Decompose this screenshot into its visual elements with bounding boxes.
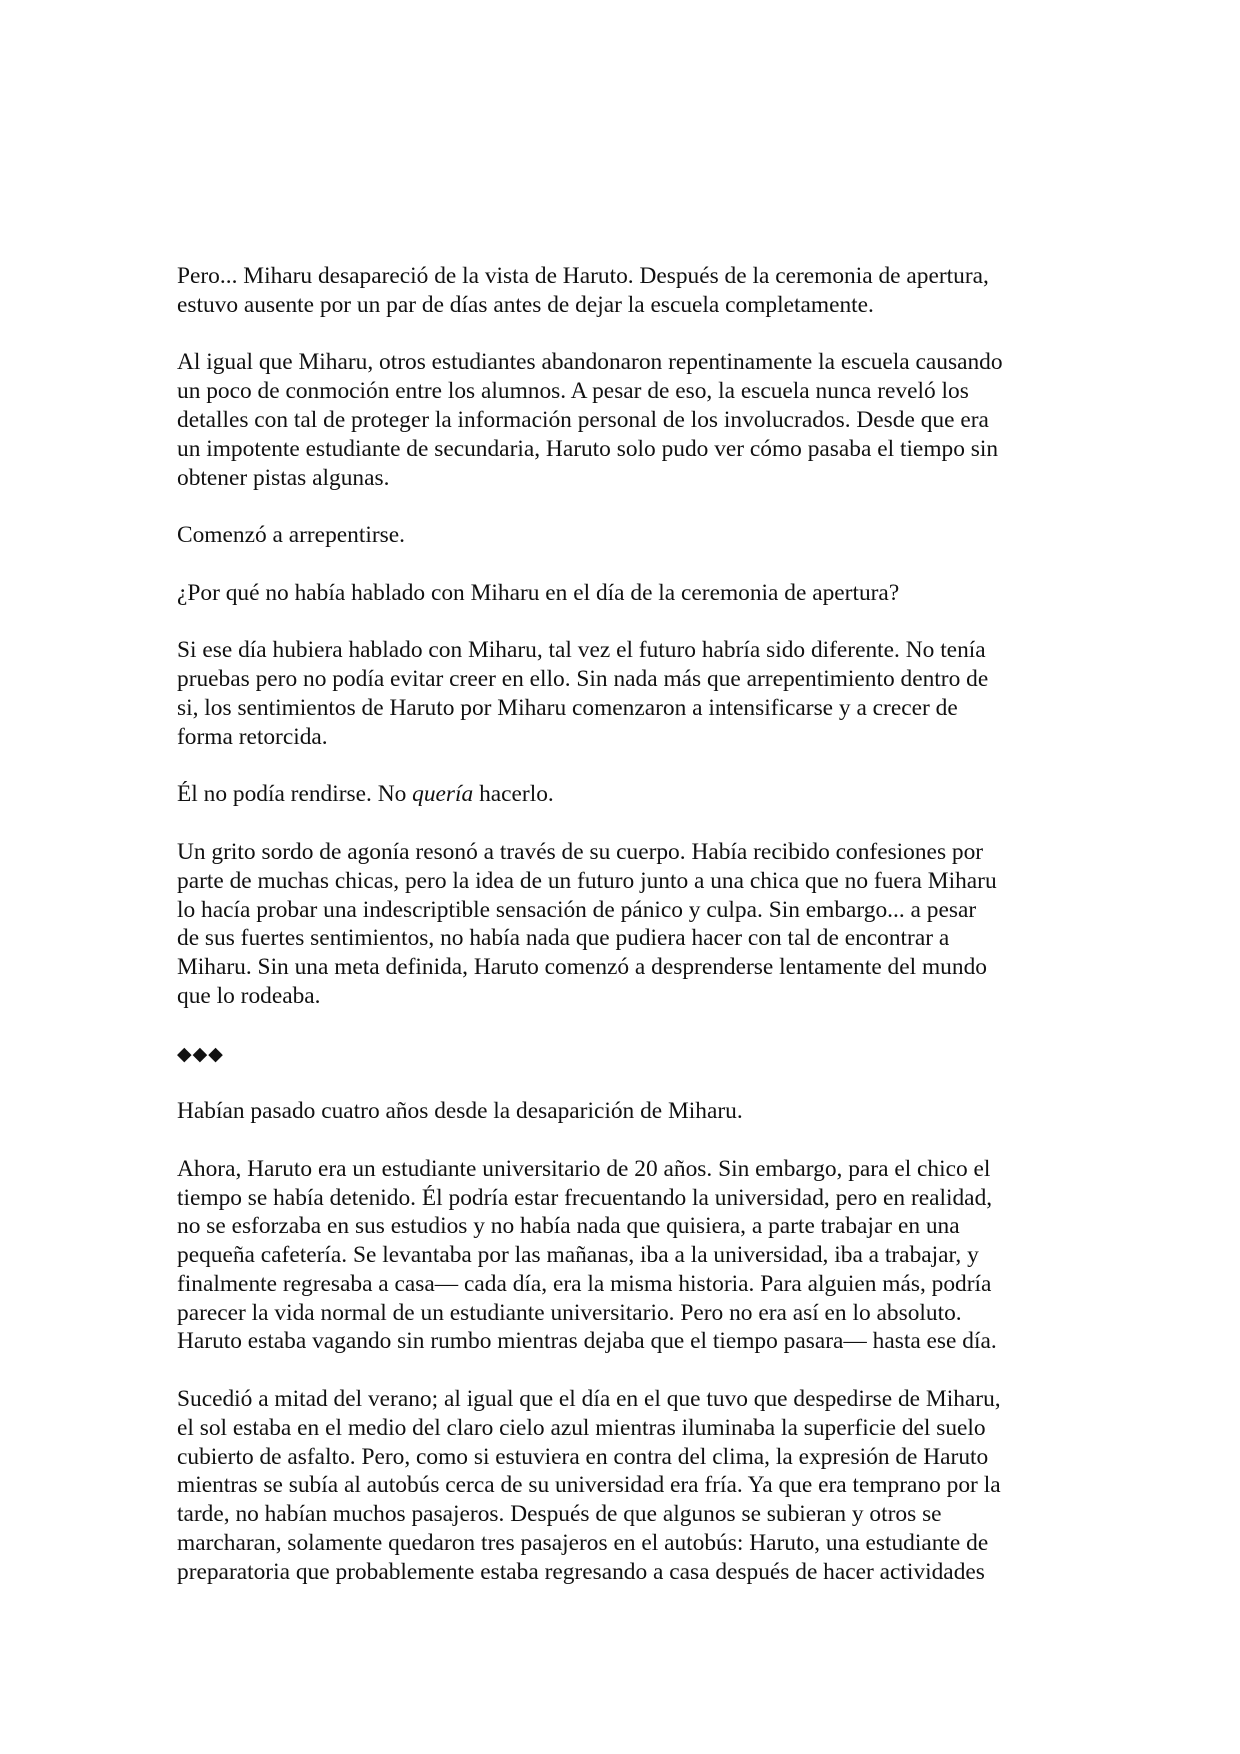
paragraph-7: Un grito sordo de agonía resonó a través de su cuerpo. Había recibido confesiones por parte de muchas chicas, pero la idea de un futuro junto a una chica que no fuera Miharu lo hacía probar una indescriptible sensación de pánico y culpa. Sin embargo... a pesar de sus fuertes sentimientos, no había nada que pudiera hacer con tal de encontrar a Miharu. Sin una meta definida, Haruto comenzó a desprenderse lentamente del mundo que lo rodeaba. [177, 838, 997, 1009]
paragraph-4: ¿Por qué no había hablado con Miharu en el día de la ceremonia de apertura? [177, 579, 900, 606]
paragraph-3: Comenzó a arrepentirse. [177, 522, 405, 549]
paragraph-8: Habían pasado cuatro años desde la desaparición de Miharu. [177, 1098, 743, 1125]
paragraph-10: Sucedió a mitad del verano; al igual que el día en el que tuvo que despedirse de Miharu, el sol estaba en el medio del claro cielo azul mientras iluminaba la superficie del suelo cubierto de asfalto. Pero, como si estuviera en contra del clima, la expresión de Haruto mientras se subía al autobús cerca de su universidad era fría. Ya que era temprano por la tarde, no habían muchos pasajeros. Después de que algunos se subieran y otros se marcharan, solamente quedaron tres pasajeros en el autobús: Haruto, una estudiante de preparatoria que probablemente estaba regresando a casa después de hacer actividades [177, 1386, 1001, 1585]
paragraph-5: Si ese día hubiera hablado con Miharu, tal vez el futuro habría sido diferente. No tenía pruebas pero no podía evitar creer en ello. Sin nada más que arrepentimiento dentro de si, los sentimientos de Haruto por Miharu comenzaron a intensificarse y a crecer de forma retorcida. [177, 637, 989, 750]
paragraph-2: Al igual que Miharu, otros estudiantes abandonaron repentinamente la escuela causando un poco de conmoción entre los alumnos. A pesar de eso, la escuela nunca reveló los detalles con tal de proteger la información personal de los involucrados. Desde que era un impotente estudiante de secundaria, Haruto solo pudo ver cómo pasaba el tiempo sin obtener pistas algunas. [177, 349, 1003, 491]
emphasis-after: hacerlo. [473, 781, 554, 808]
emphasis-before: Él no podía rendirse. No [177, 781, 413, 808]
paragraph-9: Ahora, Haruto era un estudiante universitario de 20 años. Sin embargo, para el chico el tiempo se había detenido. Él podría estar frecuentando la universidad, pero en realidad, no se esforzaba en sus estudios y no había nada que quisiera, a parte trabajar en una pequeña cafetería. Se levantaba por las mañanas, iba a la universidad, iba a trabajar, y finalmente regresaba a casa— cada día, era la misma historia. Para alguien más, podría parecer la vida normal de un estudiante universitario. Pero no era así en lo absoluto. Haruto estaba vagando sin rumbo mientras dejaba que el tiempo pasara— hasta ese día. [177, 1155, 997, 1355]
scene-separator-diamonds: ◆◆◆ [177, 1042, 224, 1065]
paragraph-6-emphasis [177, 780, 1065, 809]
emphasis-italic-word: quería [412, 781, 474, 808]
document-page [177, 262, 1065, 1587]
paragraph-1: Pero... Miharu desapareció de la vista de Haruto. Después de la ceremonia de apertura, estuvo ausente por un par de días antes de dejar la escuela completamente. [177, 263, 989, 318]
